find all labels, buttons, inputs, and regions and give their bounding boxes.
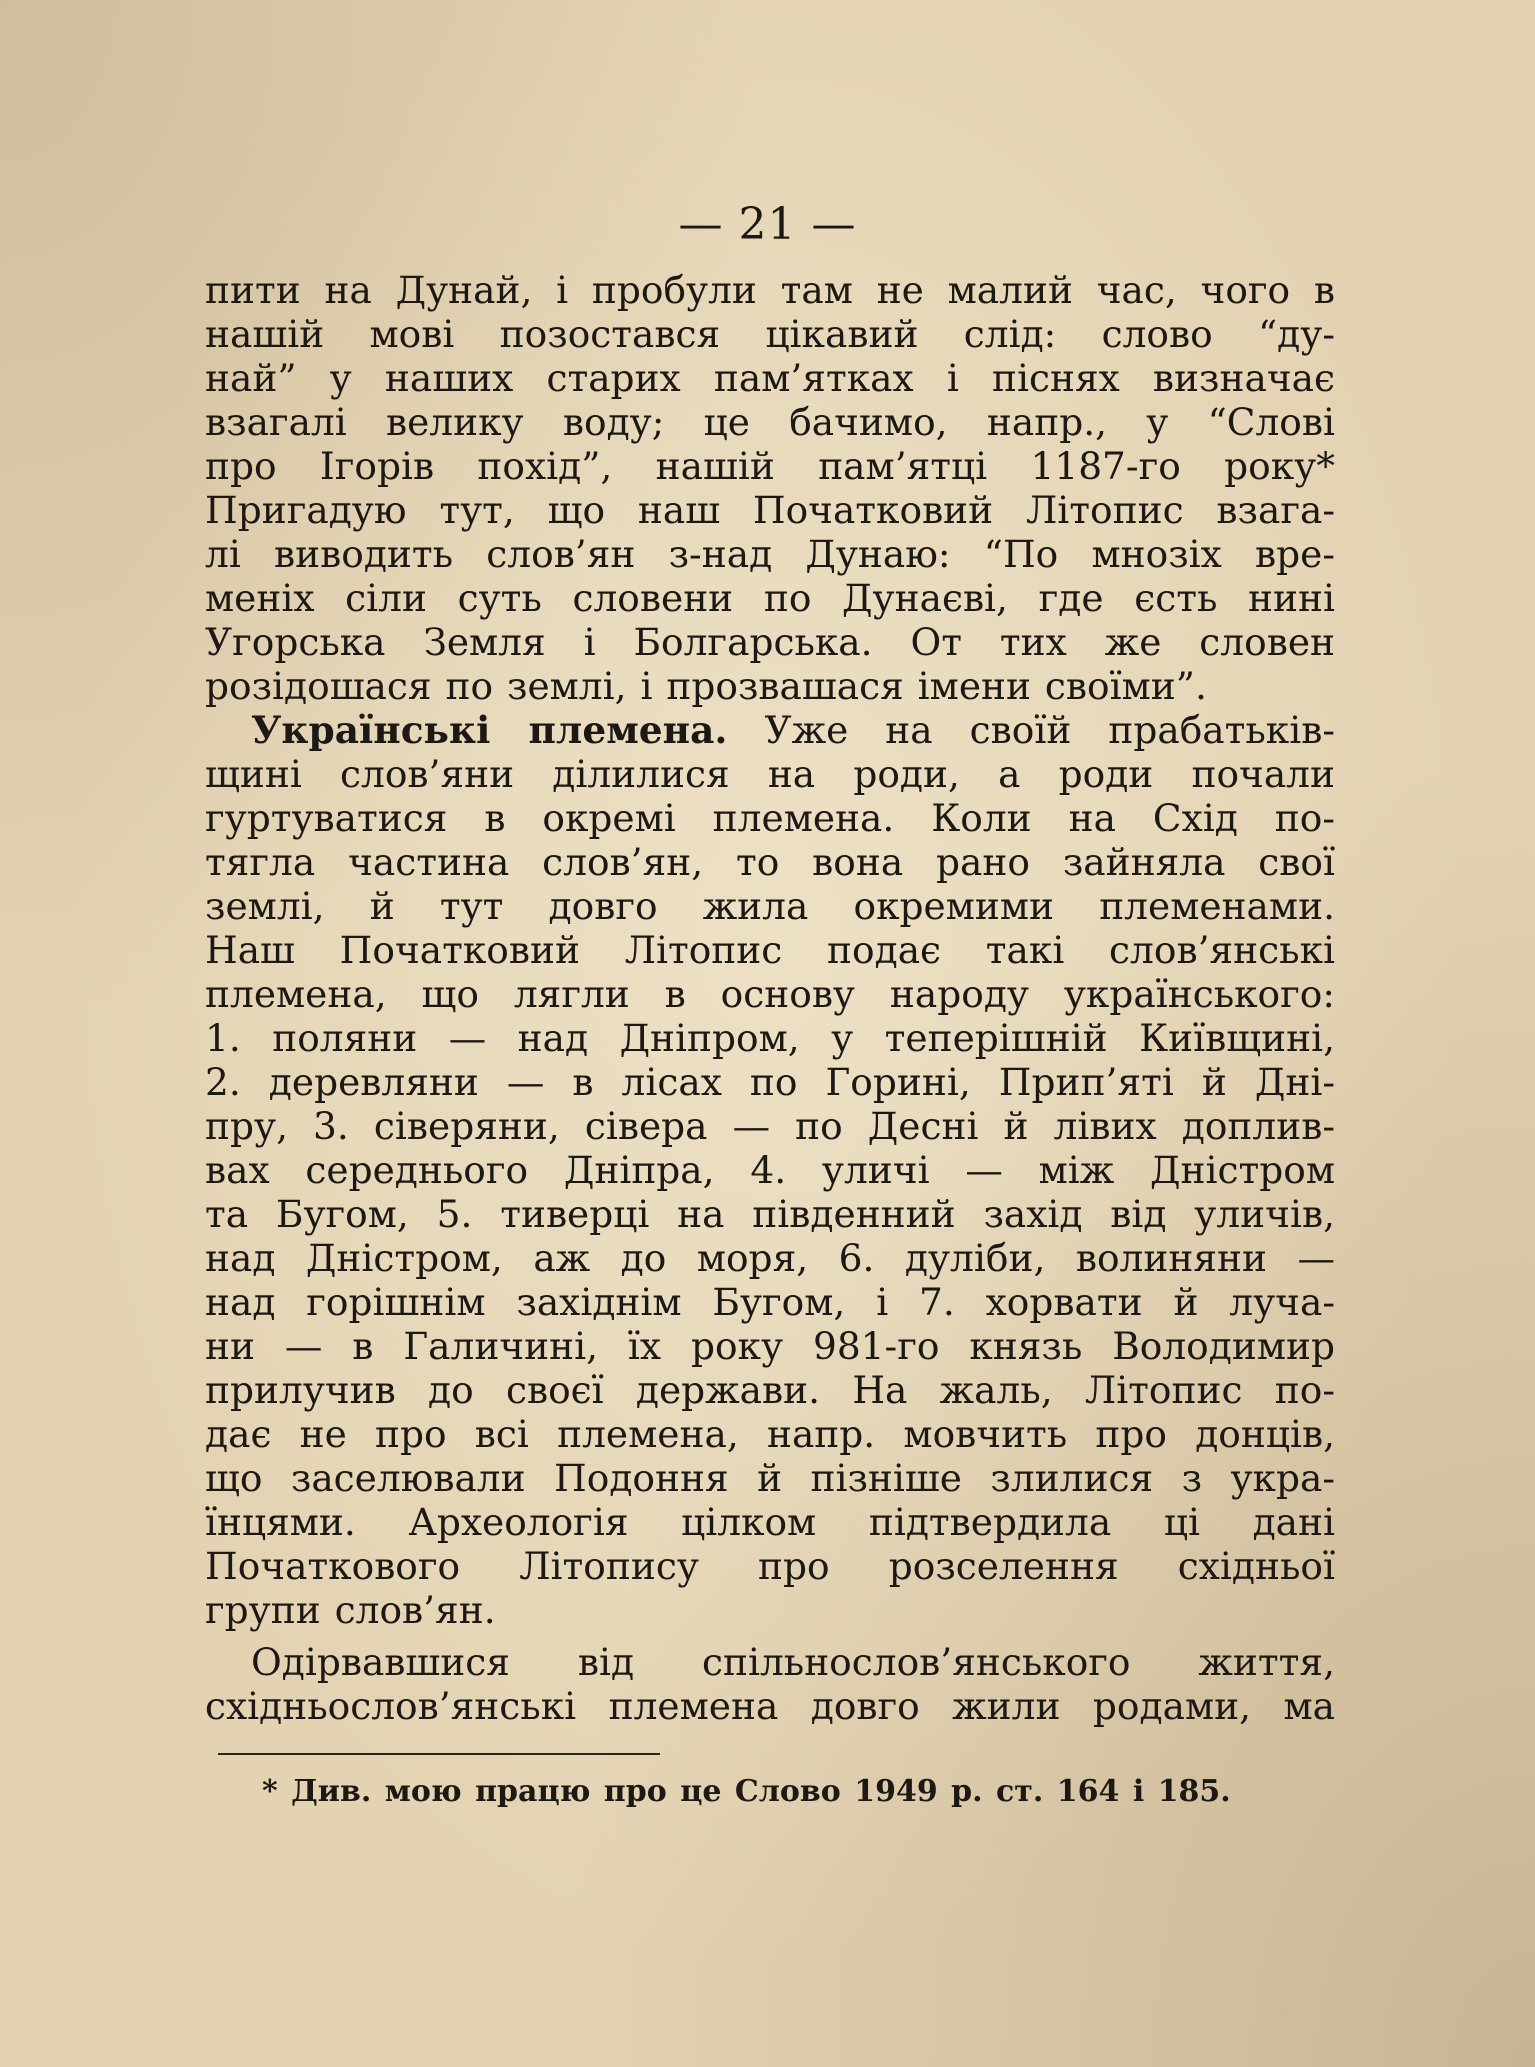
- text-line: Наш Початковий Літопис подає такі слов’янські: [205, 928, 1335, 972]
- text-line: що заселювали Подоння й пізніше злилися з укра-: [205, 1456, 1335, 1500]
- text-line: 2. деревляни — в лісах по Горині, Прип’яті й Дні-: [205, 1060, 1335, 1104]
- text-line: пити на Дунай, і пробули там не малий час, чого в: [205, 268, 1335, 312]
- body-text: [205, 268, 1335, 1728]
- text-line: гуртуватися в окремі племена. Коли на Схід по-: [205, 796, 1335, 840]
- text-line: та Бугом, 5. тиверці на південний захід від уличів,: [205, 1192, 1335, 1236]
- text-line: ни — в Галичині, їх року 981-го князь Володимир: [205, 1324, 1335, 1368]
- footnote-rule: [218, 1753, 660, 1755]
- footnote: * Див. мою працю про це Слово 1949 р. ст. 164 і 185.: [262, 1774, 1231, 1809]
- text-line: нашій мові позостався цікавий слід: слово “ду-: [205, 312, 1335, 356]
- text-line: розідошася по землі, і прозвашася імени своїми”.: [205, 664, 1207, 708]
- text-line: над горішнім західнім Бугом, і 7. хорвати й луча-: [205, 1280, 1335, 1324]
- text-line: меніх сіли суть словени по Дунаєві, где єсть нині: [205, 576, 1335, 620]
- text-line: групи слов’ян.: [205, 1588, 496, 1632]
- section-first-line-rest: Уже на своїй прабатьків-: [764, 708, 1336, 752]
- text-line: над Дністром, аж до моря, 6. дуліби, волиняни —: [205, 1236, 1335, 1280]
- text-line: їнцями. Археологія цілком підтвердила ці дані: [205, 1500, 1335, 1544]
- text-line: вах середнього Дніпра, 4. уличі — між Дністром: [205, 1148, 1335, 1192]
- text-line: Угорська Земля і Болгарська. От тих же словен: [205, 620, 1335, 664]
- text-line: прилучив до своєї держави. На жаль, Літопис по-: [205, 1368, 1335, 1412]
- text-line: землі, й тут довго жила окремими племенами.: [205, 884, 1335, 928]
- text-line: Пригадую тут, що наш Початковий Літопис взага-: [205, 488, 1335, 532]
- text-line: племена, що лягли в основу народу українського:: [205, 972, 1335, 1016]
- text-line: щині слов’яни ділилися на роди, а роди почали: [205, 752, 1335, 796]
- section-heading: Українські племена.: [251, 708, 728, 752]
- text-line: 1. поляни — над Дніпром, у теперішній Київщині,: [205, 1016, 1335, 1060]
- section-first-line: [205, 708, 1335, 752]
- text-line: Початкового Літопису про розселення східньої: [205, 1544, 1335, 1588]
- text-line: Одірвавшися від спільнослов’янського життя,: [251, 1640, 1335, 1684]
- paragraph-gap: [205, 1632, 1335, 1640]
- text-line: східньослов’янські племена довго жили родами, ма: [205, 1684, 1335, 1728]
- text-line: пру, 3. сіверяни, сівера — по Десні й лівих доплив-: [205, 1104, 1335, 1148]
- text-line: дає не про всі племена, напр. мовчить про донців,: [205, 1412, 1335, 1456]
- text-line: лі виводить слов’ян з-над Дунаю: “По мнозіх вре-: [205, 532, 1335, 576]
- page-number: — 21 —: [678, 199, 857, 250]
- text-line: про Ігорів похід”, нашій пам’ятці 1187-го року*: [205, 444, 1335, 488]
- text-line: тягла частина слов’ян, то вона рано зайняла свої: [205, 840, 1335, 884]
- text-line: взагалі велику воду; це бачимо, напр., у “Слові: [205, 400, 1335, 444]
- text-line: най” у наших старих пам’ятках і піснях визначає: [205, 356, 1335, 400]
